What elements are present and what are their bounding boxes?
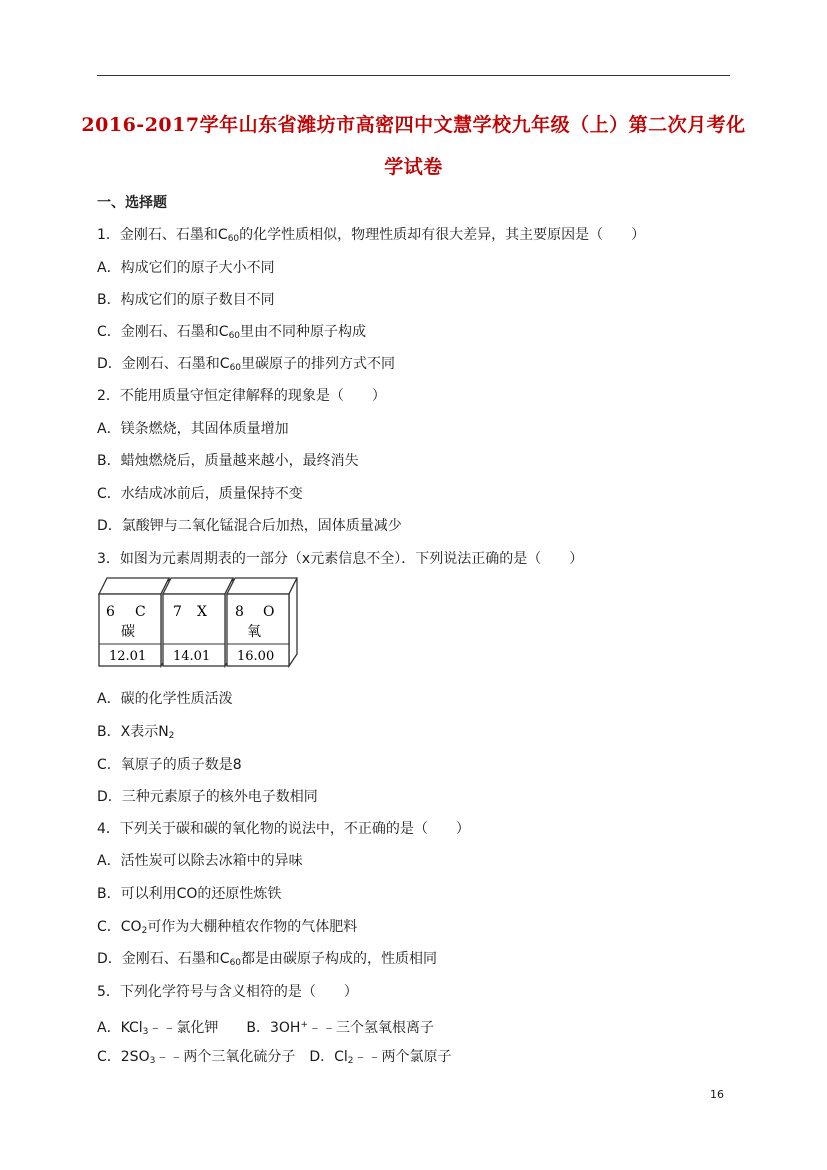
element-cell-carbon (99, 578, 169, 666)
question-3-option-a: A．碳的化学性质活泼 (97, 691, 233, 707)
atomic-number: 8 (235, 604, 244, 620)
question-1-option-d: D．金刚石、石墨和$C_{60}$里碳原子的排列方式不同 (97, 356, 396, 373)
question-1-stem: 1．金刚石、石墨和$C_{60}$的化学性质相似，物理性质却有很大差异，其主要原因是（ ） (97, 227, 646, 244)
question-4-option-b: B．可以利用CO的还原性炼铁 (97, 886, 282, 902)
element-symbol: X (197, 604, 207, 620)
atomic-mass: 12.01 (109, 649, 147, 664)
question-1-option-a: A．构成它们的原子大小不同 (97, 260, 275, 276)
element-cell-x (163, 578, 233, 666)
header-rule (97, 75, 730, 76)
section-heading: 一、选择题 (97, 195, 167, 211)
element-name: 碳 (121, 624, 135, 640)
question-3-stem: 3．如图为元素周期表的一部分（x元素信息不全）．下列说法正确的是（ ） (97, 551, 584, 567)
question-5-stem: 5．下列化学符号与含义相符的是（ ） (97, 984, 358, 1000)
question-2-option-b: B．蜡烛燃烧后，质量越来越小，最终消失 (97, 453, 359, 469)
element-cell-oxygen (227, 578, 297, 666)
question-2-stem: 2．不能用质量守恒定律解释的现象是（ ） (97, 388, 386, 404)
question-3-option-c: C．氧原子的质子数是8 (97, 757, 242, 773)
element-symbol: O (263, 604, 275, 620)
exam-title-line-2: 学试卷 (384, 156, 443, 178)
question-4-option-d: D．金刚石、石墨和$C_{60}$都是由碳原子构成的，性质相同 (97, 951, 438, 968)
question-1-option-c: C．金刚石、石墨和$C_{60}$里由不同种原子构成 (97, 324, 367, 341)
question-2-option-a: A．镁条燃烧，其固体质量增加 (97, 421, 289, 437)
question-2-option-d: D．氯酸钾与二氧化锰混合后加热，固体质量减少 (97, 518, 402, 534)
question-4-option-c: C．$CO_2$可作为大棚种植农作物的气体肥料 (97, 919, 358, 936)
question-1-option-b: B．构成它们的原子数目不同 (97, 292, 275, 308)
question-5-options-cd: C．$2SO_3﹣﹣$两个三氧化硫分子 D．$Cl_2﹣﹣$两个氯原子 (97, 1049, 452, 1066)
question-5-options-ab: A．KCl$_3$﹣﹣氯化钾 B．3OH+﹣﹣三个氢氧根离子 (97, 1020, 435, 1037)
page-number: 16 (710, 1088, 724, 1101)
atomic-number: 6 (106, 604, 115, 620)
element-name: 氧 (247, 624, 261, 640)
question-3-option-b: B．X表示$N_2$ (97, 724, 175, 741)
atomic-mass: 16.00 (237, 649, 275, 664)
periodic-table-figure (97, 576, 303, 668)
element-symbol: C (135, 604, 146, 620)
question-4-stem: 4．下列关于碳和碳的氧化物的说法中，不正确的是（ ） (97, 821, 470, 837)
atomic-mass: 14.01 (173, 649, 211, 664)
question-2-option-c: C．水结成冰前后，质量保持不变 (97, 486, 303, 502)
atomic-number: 7 (173, 604, 182, 620)
question-3-option-d: D．三种元素原子的核外电子数相同 (97, 789, 318, 805)
question-4-option-a: A．活性炭可以除去冰箱中的异味 (97, 853, 303, 869)
exam-title-line-1: 2016-2017学年山东省潍坊市高密四中文慧学校九年级（上）第二次月考化 (81, 114, 746, 136)
